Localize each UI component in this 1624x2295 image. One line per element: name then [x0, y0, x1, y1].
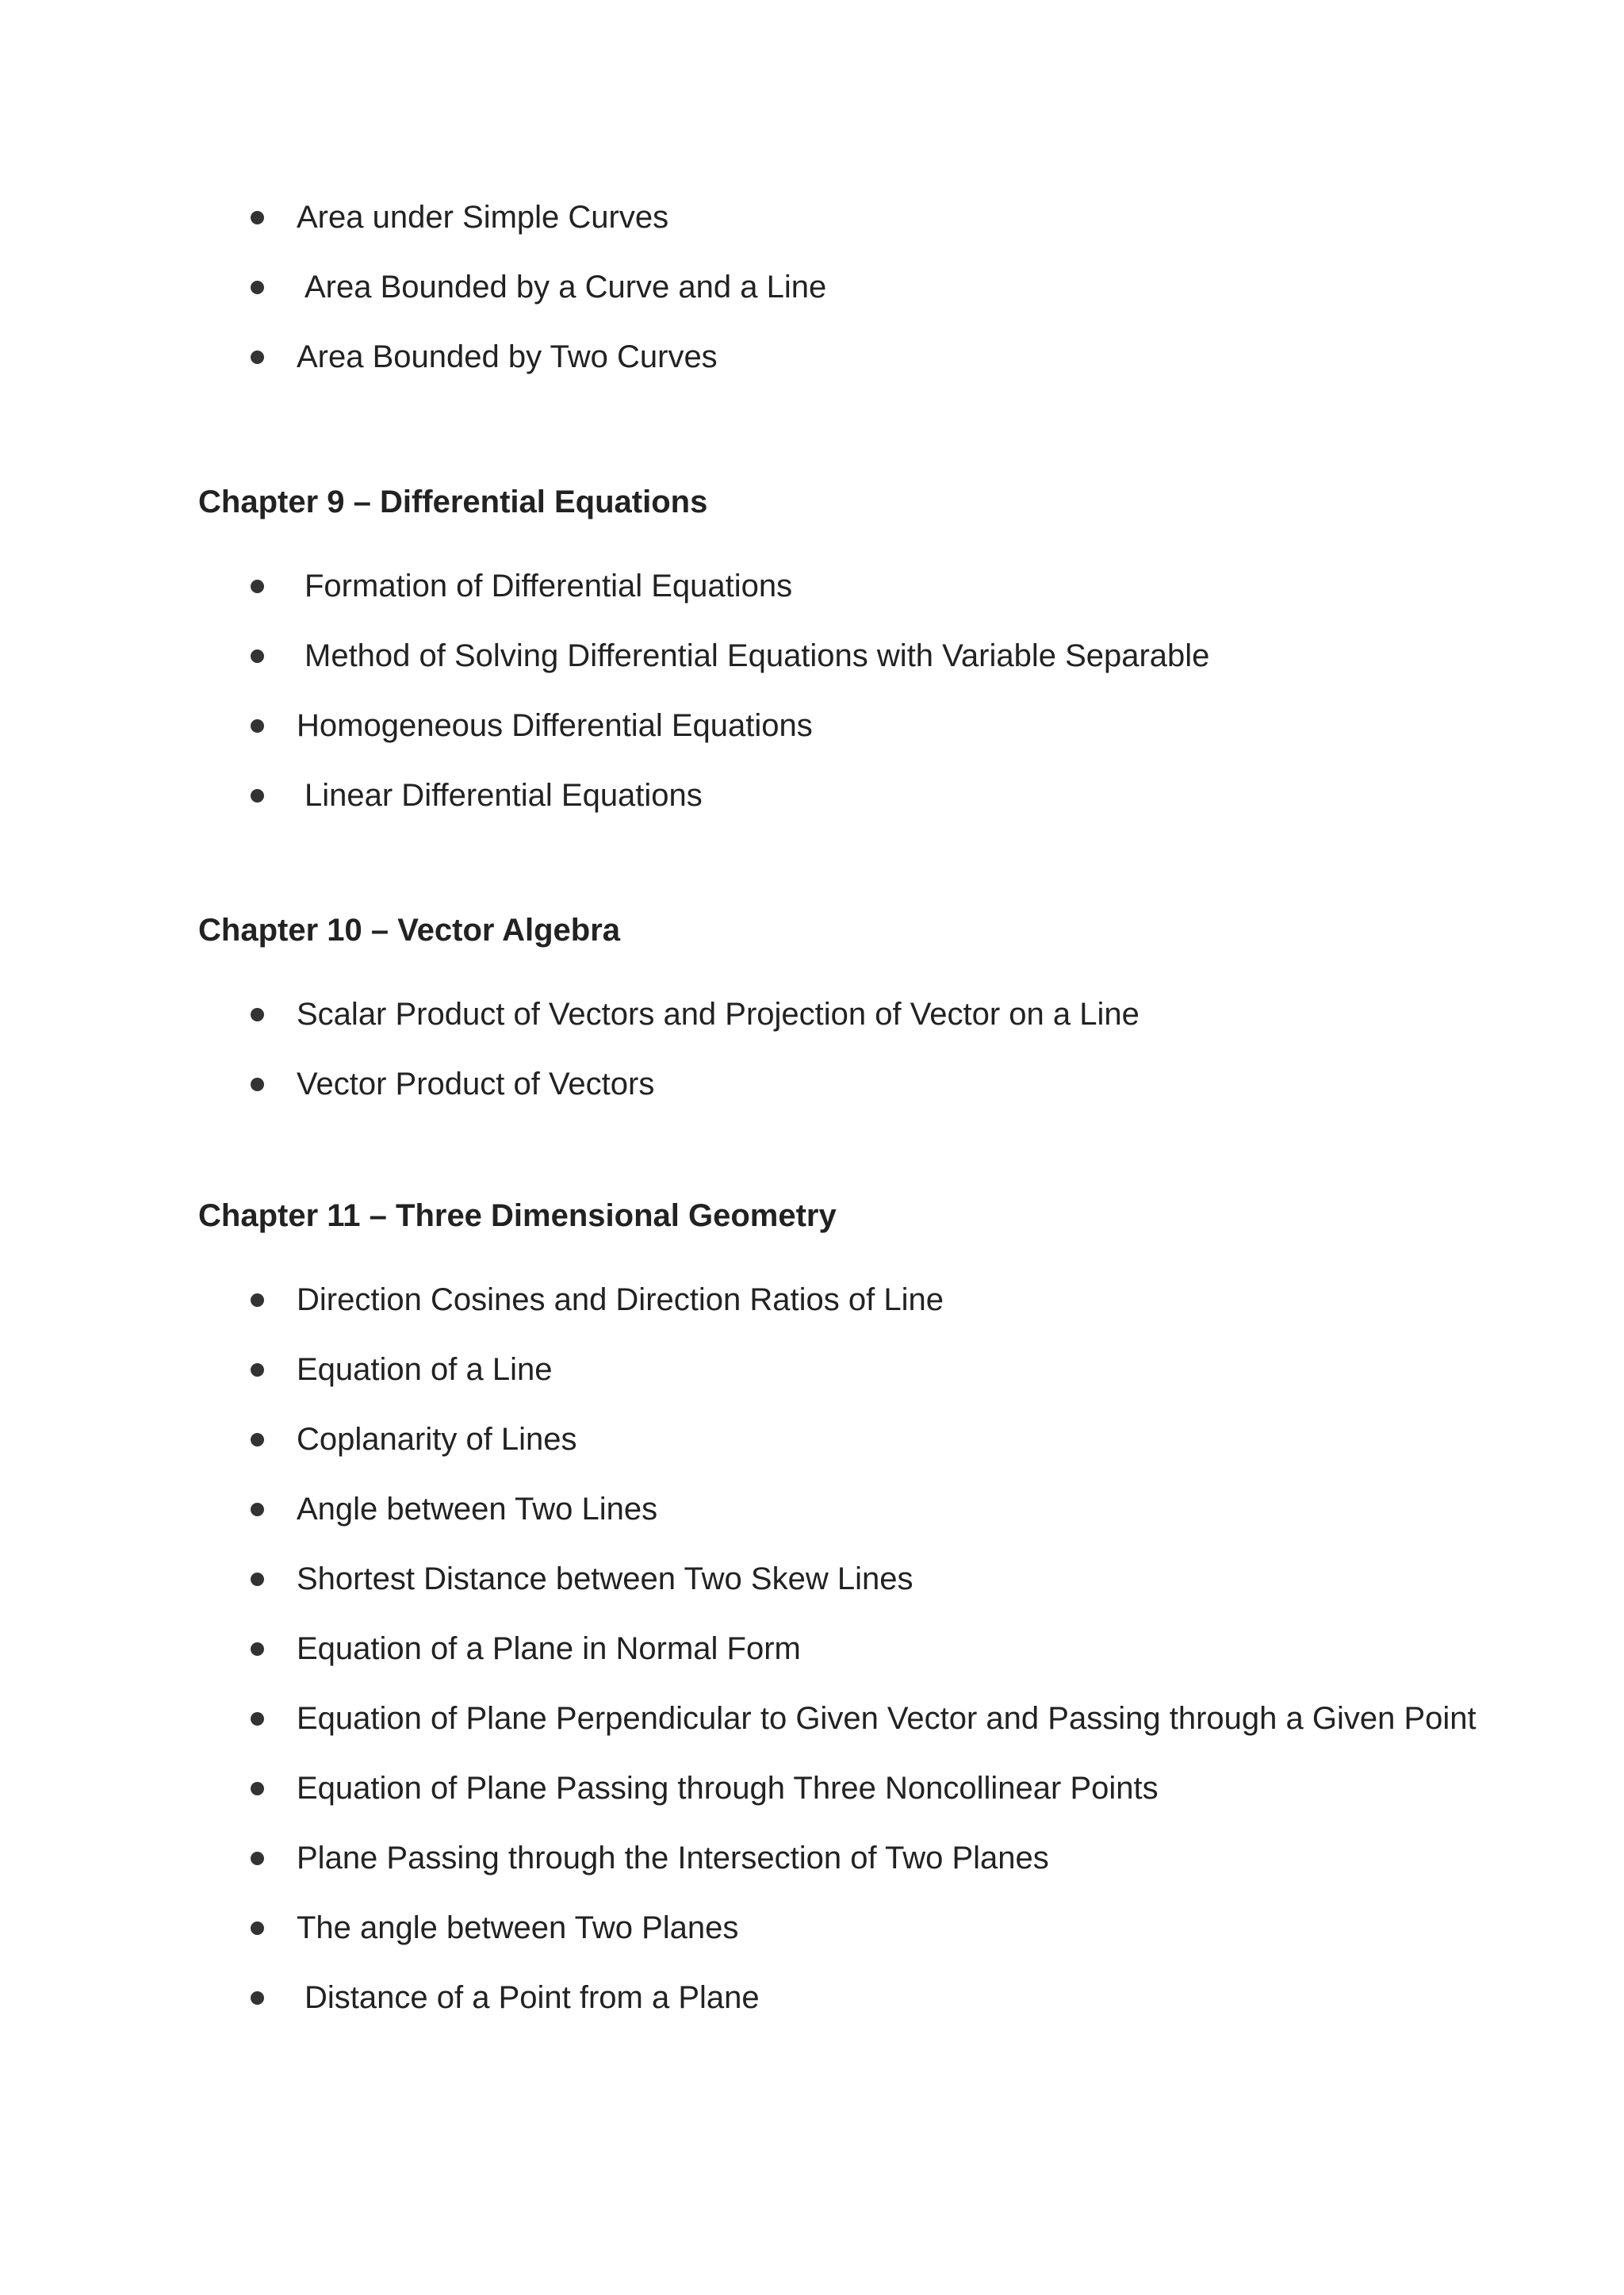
list-item: Direction Cosines and Direction Ratios of Line	[198, 1265, 1481, 1335]
list-item: The angle between Two Planes	[198, 1893, 1481, 1963]
list-item: Homogeneous Differential Equations	[198, 691, 1481, 761]
list-item: Area Bounded by a Curve and a Line	[198, 252, 1481, 322]
list-item: Coplanarity of Lines	[198, 1404, 1481, 1474]
area-topics-list	[198, 182, 1481, 392]
list-item: Shortest Distance between Two Skew Lines	[198, 1544, 1481, 1614]
list-item: Angle between Two Lines	[198, 1474, 1481, 1544]
chapter-heading: Chapter 9 – Differential Equations	[198, 485, 708, 519]
list-item: Equation of a Line	[198, 1335, 1481, 1404]
list-item: Area Bounded by Two Curves	[198, 322, 1481, 392]
area-topics-section	[198, 182, 1481, 392]
list-item: Equation of Plane Passing through Three Noncollinear Points	[198, 1753, 1481, 1823]
list-item: Scalar Product of Vectors and Projection of Vector on a Line	[198, 979, 1481, 1049]
chapter-9-topic-list	[198, 551, 1481, 830]
chapter-heading: Chapter 10 – Vector Algebra	[198, 913, 621, 948]
chapter-10-topic-list	[198, 979, 1481, 1119]
chapter-11-section	[198, 1193, 1481, 2033]
list-item: Equation of Plane Perpendicular to Given Vector and Passing through a Given Point	[198, 1684, 1481, 1753]
chapter-heading: Chapter 11 – Three Dimensional Geometry	[198, 1198, 837, 1233]
list-item: Method of Solving Differential Equations with Variable Separable	[198, 621, 1481, 691]
list-item: Linear Differential Equations	[198, 761, 1481, 830]
chapter-9-section	[198, 480, 1481, 830]
list-item: Area under Simple Curves	[198, 182, 1481, 252]
list-item: Plane Passing through the Intersection of Two Planes	[198, 1823, 1481, 1893]
list-item: Vector Product of Vectors	[198, 1049, 1481, 1119]
list-item: Formation of Differential Equations	[198, 551, 1481, 621]
list-item: Equation of a Plane in Normal Form	[198, 1614, 1481, 1684]
list-item: Distance of a Point from a Plane	[198, 1963, 1481, 2033]
chapter-11-topic-list	[198, 1265, 1481, 2033]
chapter-10-section	[198, 908, 1481, 1119]
